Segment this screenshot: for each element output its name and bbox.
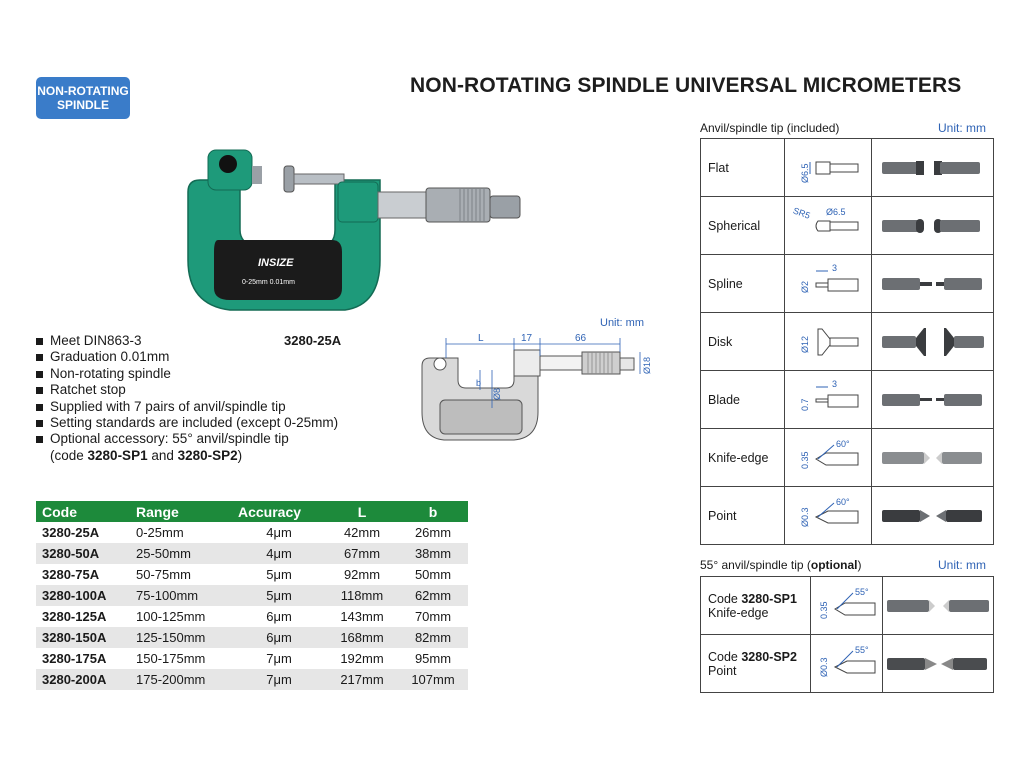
cell-code: 3280-200A [36,669,130,690]
knife-edge-tip-photo [878,443,988,473]
opt-label [701,635,811,692]
code-prefix: Code [708,591,742,606]
table-row [36,669,468,690]
cell-accuracy: 7μm [232,669,326,690]
dim-66: 66 [575,333,587,344]
disk-tip-drawing [788,317,868,367]
cell-b: 38mm [398,543,468,564]
table-row [36,522,468,543]
badge-line-2: SPINDLE [56,98,109,112]
brand-logo: INSIZE [258,257,294,269]
dim-b: b [476,378,482,388]
tip-row-spherical [701,197,993,255]
flat-tip-photo [878,153,988,183]
cell-accuracy: 7μm [266,651,292,666]
cell-range: 75-100mm [130,585,232,606]
cell-b: 26mm [414,525,452,540]
tip-row-blade [701,371,993,429]
category-badge [36,77,130,119]
cell-L: 118mm [326,585,398,606]
cell-code: 3280-50A [36,543,130,564]
table-row [36,585,468,606]
tip-row-flat [701,139,993,197]
included-tips-title: Anvil/spindle tip (included) [700,121,840,135]
drawing-unit: Unit: mm [600,318,644,329]
feature-item: Meet DIN863-3 [36,333,338,349]
cell-L: 168mm [326,627,398,648]
cell-L: 42mm [343,525,381,540]
cell-code: 3280-100A [36,585,130,606]
feature-item: Optional accessory: 55° anvil/spindle tip [36,431,338,447]
blade-tip-photo [878,385,988,415]
feature-item: Non-rotating spindle [36,366,338,382]
tip-row-point [701,487,993,545]
sp2-tip-photo [883,649,993,679]
dim-label: 60° [836,438,850,449]
dim-L: L [478,333,484,344]
tip-name: Spherical [701,197,785,254]
spec-table-body [36,522,468,690]
dim-label: Ø0.3 [818,656,829,677]
cell-accuracy: 5μm [266,567,292,582]
feature-list [36,333,338,464]
dim-d8: Ø8 [492,387,502,400]
optional-tips-unit: Unit: mm [938,558,986,572]
tip-row-knife-edge [701,429,993,487]
opt-code: 3280-SP1 [741,591,797,606]
optional-code-1: 3280-SP1 [87,447,148,463]
cell-range: 150-175mm [136,651,206,666]
cell-range: 0-25mm [136,525,184,540]
optional-code-2: 3280-SP2 [177,447,238,463]
dim-label: 0.35 [800,450,810,469]
cell-L: 217mm [326,669,398,690]
code-prefix: Code [708,649,742,664]
table-row [36,648,468,669]
dim-label: 60° [836,496,850,507]
col-header-code: Code [36,501,130,522]
knife-edge-tip-drawing [788,433,868,483]
spherical-tip-drawing [788,201,868,251]
feature-item: Ratchet stop [36,382,338,398]
opt-label [701,577,811,634]
micrometer-image [170,140,550,320]
dim-label: 0.35 [818,600,829,619]
cell-code: 3280-75A [42,567,100,582]
dim-label: 3 [832,262,838,273]
feature-item: Graduation 0.01mm [36,349,338,365]
cell-code: 3280-25A [42,525,100,540]
cell-range: 25-50mm [130,543,232,564]
dim-label: 55° [854,644,869,655]
dim-label: SR5 [791,204,812,221]
tip-name: Blade [701,371,785,428]
tip-name: Spline [701,255,785,312]
spline-tip-photo [878,269,988,299]
feature-item: Setting standards are included (except 0-25mm) [36,415,338,431]
dim-label: 3 [832,378,838,389]
cell-b: 50mm [414,567,452,582]
cell-b: 82mm [398,627,468,648]
optional-title-prefix: 55° anvil/spindle tip ( [700,558,811,572]
included-tips-table [700,138,994,545]
code-and: and [147,447,178,463]
cell-L: 192mm [340,651,384,666]
cell-L: 143mm [340,609,384,624]
dim-d18: Ø18 [642,356,652,374]
opt-row-sp2 [701,635,993,693]
spherical-tip-photo [878,211,988,241]
cell-range: 50-75mm [136,567,191,582]
cell-b: 70mm [414,609,452,624]
dim-label: Ø12 [800,335,810,353]
opt-name: Point [708,663,737,678]
tip-row-disk [701,313,993,371]
cell-range: 175-200mm [130,669,232,690]
tip-name: Flat [701,139,785,196]
col-header-range: Range [130,501,232,522]
scale-label: 0-25mm 0.01mm [242,279,295,286]
badge-line-1: NON-ROTATING [37,84,129,98]
tip-row-spline [701,255,993,313]
table-row [36,543,468,564]
optional-title-suffix: ) [857,558,862,572]
flat-tip-drawing [788,143,868,193]
dim-label: Ø2 [800,280,810,293]
page-title: NON-ROTATING SPINDLE UNIVERSAL MICROMETERS [410,74,962,97]
model-number: 3280-25A [284,333,342,348]
tip-name: Point [701,487,785,544]
dimension-drawing [410,318,655,448]
table-row [36,606,468,627]
sp2-tip-drawing [813,639,881,689]
cell-accuracy: 4μm [232,543,326,564]
table-row [36,627,468,648]
opt-code: 3280-SP2 [741,649,797,664]
dim-label: Ø0.3 [800,506,810,527]
cell-b: 107mm [398,669,468,690]
cell-accuracy: 5μm [232,585,326,606]
dim-label: Ø6.5 [826,206,846,217]
dim-label: 0.7 [800,397,810,411]
cell-range: 100-125mm [136,609,206,624]
table-row [36,564,468,585]
sp1-tip-photo [883,591,993,621]
optional-title-bold: optional [810,558,858,572]
opt-row-sp1 [701,577,993,635]
cell-L: 92mm [343,567,381,582]
point-tip-photo [878,501,988,531]
col-header-L: L [326,501,398,522]
spec-table [36,501,468,690]
cell-b: 62mm [398,585,468,606]
tip-name: Disk [701,313,785,370]
code-suffix: ) [237,447,243,463]
optional-tips-title [700,558,862,572]
code-prefix: (code [50,447,88,463]
feature-item-continuation [36,448,338,464]
included-tips-unit: Unit: mm [938,121,986,135]
cell-code: 3280-175A [42,651,107,666]
spec-table-header [36,501,468,522]
dim-17: 17 [521,333,533,344]
cell-range: 125-150mm [130,627,232,648]
blade-tip-drawing [788,375,868,425]
col-header-accuracy: Accuracy [232,501,326,522]
cell-code: 3280-150A [36,627,130,648]
point-tip-drawing [788,491,868,541]
tip-name: Knife-edge [701,429,785,486]
dim-label: 55° [854,586,869,597]
cell-L: 67mm [326,543,398,564]
cell-accuracy: 6μm [232,627,326,648]
sp1-tip-drawing [813,581,881,631]
cell-accuracy: 6μm [266,609,292,624]
optional-tips-table [700,576,994,693]
col-header-b: b [398,501,468,522]
dim-label: Ø6.5 [800,162,810,183]
cell-code: 3280-125A [42,609,107,624]
feature-item: Supplied with 7 pairs of anvil/spindle tip [36,399,338,415]
opt-name: Knife-edge [708,605,769,620]
cell-accuracy: 4μm [266,525,292,540]
disk-tip-photo [878,324,988,360]
cell-b: 95mm [414,651,452,666]
spline-tip-drawing [788,259,868,309]
